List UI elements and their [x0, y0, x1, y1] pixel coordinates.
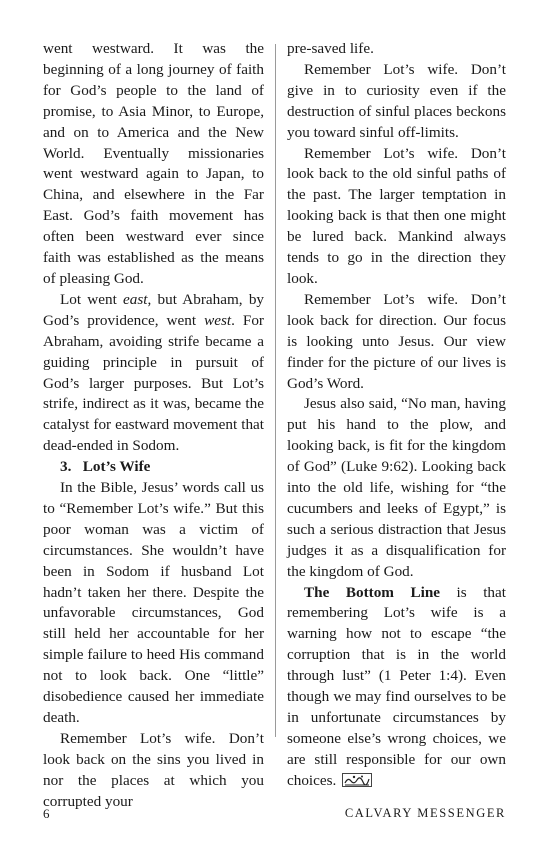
paragraph: Remember Lot’s wife. Don’t look back for direction. Our focus is looking unto Jesus. Our view finder for the picture of our lives is God’s Word.	[287, 290, 506, 392]
paragraph: Jesus also said, “No man, having put his hand to the plow, and looking back, is fit for the kingdom of God” (Luke 9:62). Looking back into the old life, wishing for “the cucumbers and leeks of Egypt,” is such a serious distraction that Jesus judges it as a disqualification for the kingdom of God.	[287, 395, 506, 580]
end-of-article-icon	[342, 773, 372, 787]
text-run: . For Abraham, avoiding strife became a guiding principle in pursuit of God’s larger purposes. But Lot’s strife, indirect as it was, became the catalyst for eastward movement that dead-ended in Sodom.	[43, 311, 264, 455]
text-run: , but Abraham, by God’s providence, went	[43, 290, 265, 329]
paragraph: Remember Lot’s wife. Don’t look back on the sins you lived in nor the places at which you corrupted your	[43, 729, 264, 810]
bold-lead: The Bottom Line	[304, 583, 441, 601]
section-heading	[43, 457, 264, 478]
page-number: 6	[43, 806, 50, 821]
paragraph	[43, 290, 264, 457]
paragraph: went westward. It was the beginning of a long journey of faith for God’s people to the land of promise, to Asia Minor, to Europe, and on to America and the New World. Eventually missionaries went westward again to Japan, to China, and elsewhere in the Far East. God’s faith movement has often been westward ever since faith was established as the means of pleasing God.	[43, 40, 264, 287]
paragraph	[287, 583, 506, 792]
emphasis: east	[123, 290, 148, 308]
paragraph: pre-saved life.	[287, 40, 374, 57]
text-run: is that remembering Lot’s wife is a warning how not to escape “the corruption that is in the world through lust” (1 Peter 1:4). Even though we may find ourselves to be in unfortunate circumstances by someone else’s wrong choices, we are still responsible for our own choices.	[287, 583, 506, 789]
paragraph: Remember Lot’s wife. Don’t look back to the old sinful paths of the past. The larger temptation in looking back is that then one might be lured back. Mankind always tends to go in the direction they look.	[287, 144, 506, 287]
publication-title: CALVARY MESSENGER	[344, 806, 506, 820]
right-column	[287, 39, 506, 792]
paragraph: In the Bible, Jesus’ words call us to “Remember Lot’s wife.” But this poor woman was a victim of circumstances. She wouldn’t have been in Sodom if husband Lot hadn’t taken her there. Despite the unfavorable circumstances, God still held her accountable for her simple failure to heed His command not to look back. One “little” disobedience caused her immediate death.	[43, 479, 264, 726]
section-number: 3.	[60, 458, 72, 476]
text-run: Lot went	[60, 290, 124, 308]
left-column	[43, 39, 264, 813]
section-title: Lot’s Wife	[82, 458, 151, 476]
column-divider	[275, 44, 276, 737]
paragraph: Remember Lot’s wife. Don’t give in to curiosity even if the destruction of sinful places beckons you toward sinful off-limits.	[287, 60, 506, 141]
emphasis: west	[204, 311, 232, 329]
